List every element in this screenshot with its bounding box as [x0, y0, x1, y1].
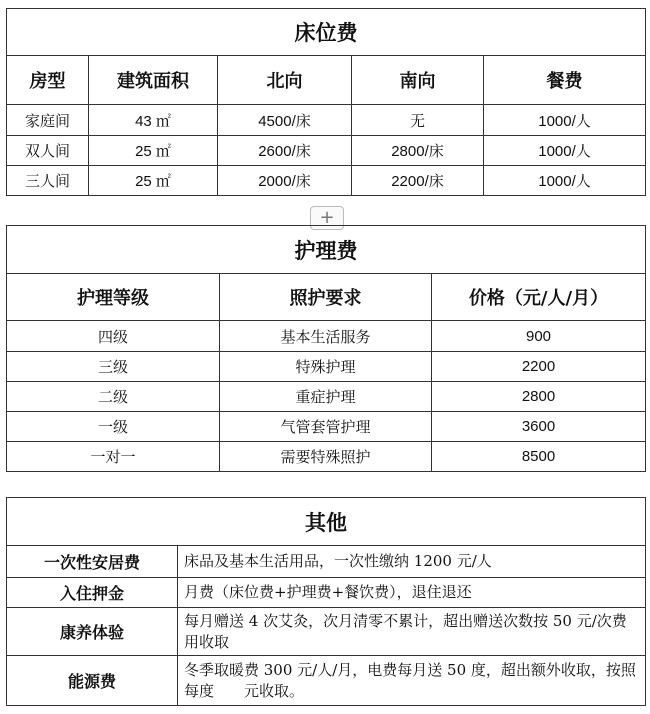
care-level: 三级: [7, 352, 220, 382]
other-fee-title: 其他: [7, 498, 646, 546]
header-north: 北向: [218, 56, 352, 105]
room-type: 三人间: [7, 166, 89, 196]
header-care-requirement: 照护要求: [220, 274, 432, 321]
care-level: 四级: [7, 321, 220, 352]
meal-price: 1000/人: [484, 166, 646, 196]
table-row: [7, 546, 646, 578]
bed-fee-title: 床位费: [7, 9, 646, 56]
header-price: 价格（元/人/月）: [432, 274, 646, 321]
care-requirement: 需要特殊照护: [220, 442, 432, 472]
table-row: [7, 578, 646, 608]
table-row: [7, 656, 646, 706]
fee-item-description: 冬季取暖费 300 元/人/月，电费每月送 50 度，超出额外收取，按照每度 元收取。: [178, 656, 646, 706]
south-price: 2800/床: [352, 136, 484, 166]
care-price: 900: [432, 321, 646, 352]
north-price: 4500/床: [218, 105, 352, 136]
header-south: 南向: [352, 56, 484, 105]
fee-item-label: 入住押金: [7, 578, 178, 608]
table-row: [7, 382, 646, 412]
south-price: 2200/床: [352, 166, 484, 196]
meal-price: 1000/人: [484, 136, 646, 166]
room-type: 家庭间: [7, 105, 89, 136]
care-price: 2200: [432, 352, 646, 382]
room-type: 双人间: [7, 136, 89, 166]
floor-area: 25 ㎡: [89, 136, 218, 166]
care-price: 8500: [432, 442, 646, 472]
header-care-level: 护理等级: [7, 274, 220, 321]
care-requirement: 特殊护理: [220, 352, 432, 382]
table-row: [7, 412, 646, 442]
care-fee-title: 护理费: [7, 226, 646, 274]
fee-item-description: 每月赠送 4 次艾灸，次月清零不累计，超出赠送次数按 50 元/次费用收取: [178, 608, 646, 656]
other-fee-table: [6, 497, 646, 706]
fee-item-label: 康养体验: [7, 608, 178, 656]
fee-item-label: 一次性安居费: [7, 546, 178, 578]
care-requirement: 重症护理: [220, 382, 432, 412]
care-price: 3600: [432, 412, 646, 442]
north-price: 2600/床: [218, 136, 352, 166]
south-price: 无: [352, 105, 484, 136]
header-meal: 餐费: [484, 56, 646, 105]
care-fee-table: [6, 225, 646, 472]
fee-item-label: 能源费: [7, 656, 178, 706]
fee-item-description: 月费（床位费+护理费+餐饮费），退住退还: [178, 578, 646, 608]
floor-area: 25 ㎡: [89, 166, 218, 196]
table-row: [7, 608, 646, 656]
care-level: 一级: [7, 412, 220, 442]
table-row: [7, 136, 646, 166]
north-price: 2000/床: [218, 166, 352, 196]
bed-fee-table: [6, 8, 646, 196]
insert-row-button[interactable]: +: [310, 206, 344, 230]
table-row: [7, 321, 646, 352]
floor-area: 43 ㎡: [89, 105, 218, 136]
care-requirement: 基本生活服务: [220, 321, 432, 352]
header-floor-area: 建筑面积: [89, 56, 218, 105]
care-level: 二级: [7, 382, 220, 412]
meal-price: 1000/人: [484, 105, 646, 136]
fee-item-description: 床品及基本生活用品，一次性缴纳 1200 元/人: [178, 546, 646, 578]
table-row: [7, 105, 646, 136]
care-requirement: 气管套管护理: [220, 412, 432, 442]
care-price: 2800: [432, 382, 646, 412]
table-row: [7, 166, 646, 196]
care-level: 一对一: [7, 442, 220, 472]
header-room-type: 房型: [7, 56, 89, 105]
table-row: [7, 352, 646, 382]
table-row: [7, 442, 646, 472]
